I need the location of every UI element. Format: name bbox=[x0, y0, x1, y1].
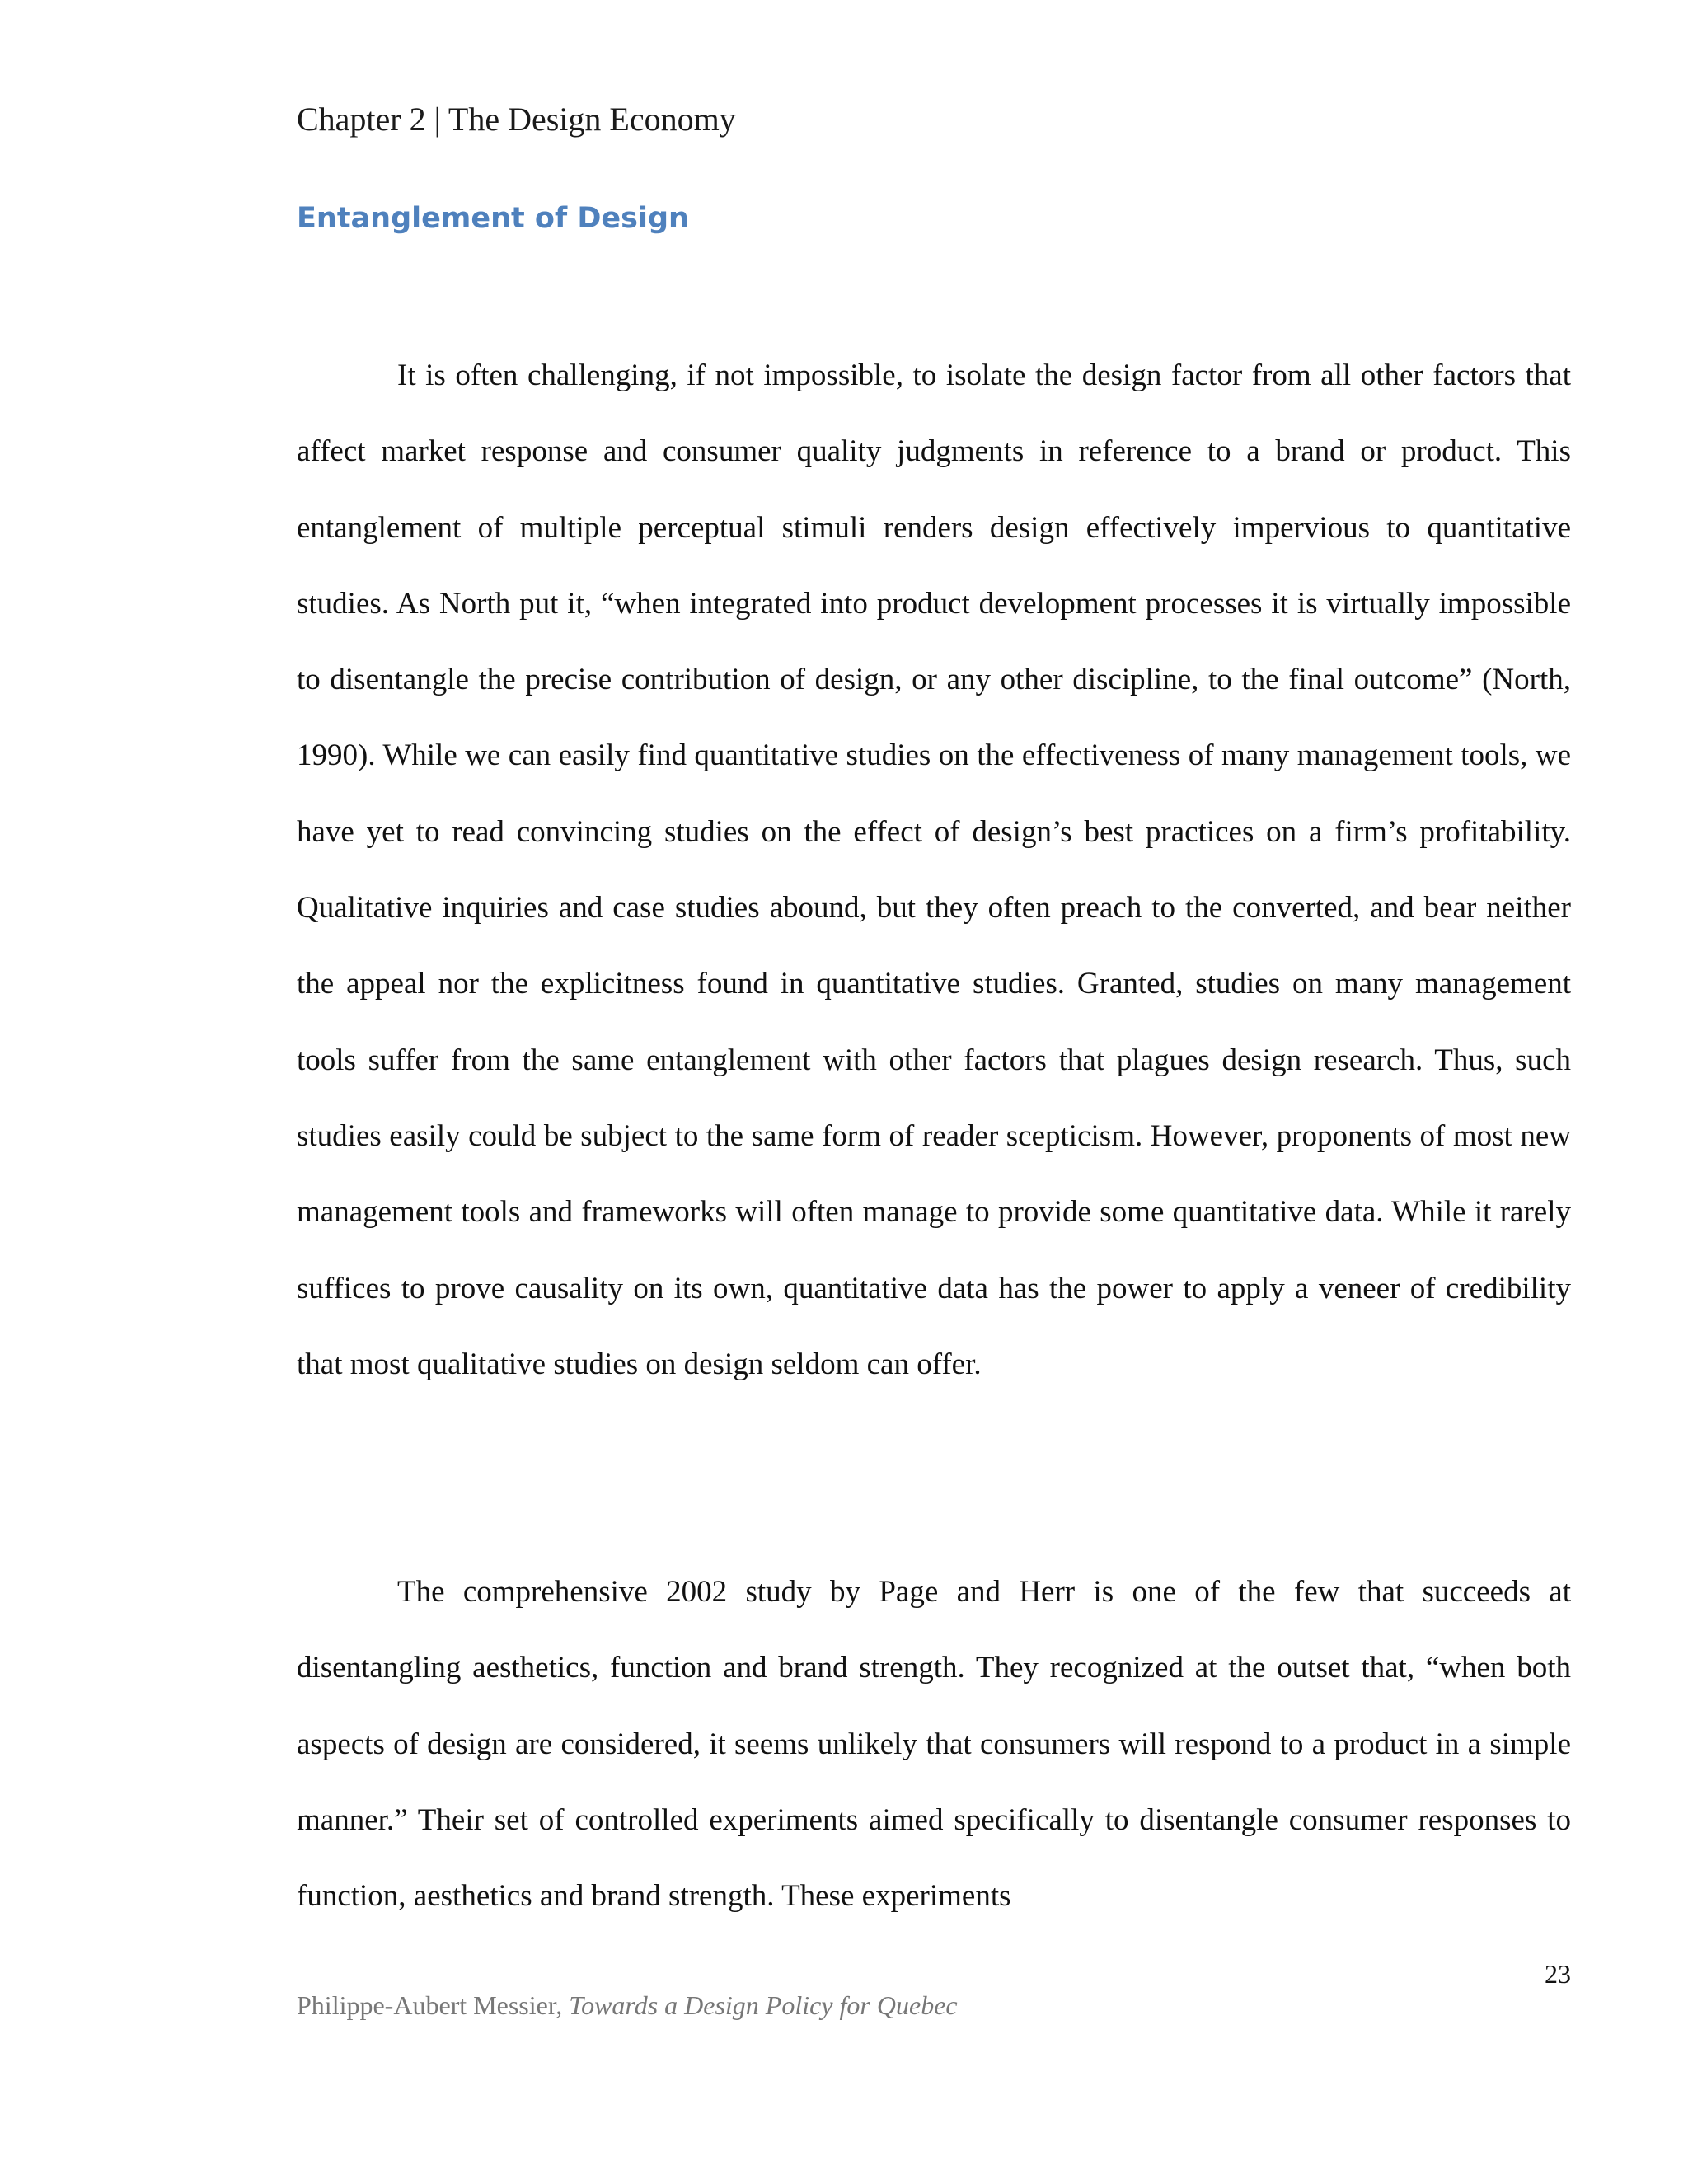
page-number: 23 bbox=[1545, 1959, 1571, 1989]
page-footer bbox=[297, 1988, 958, 2022]
footer-author: Philippe-Aubert Messier, bbox=[297, 1990, 563, 2020]
body-paragraph: It is often challenging, if not impossible, to isolate the design factor from all other factors that affect market response and consumer quality judgments in reference to a brand or product. This entanglement of multiple perceptual stimuli renders design effectively impervious to quantitative studies. As North put it, “when integrated into product development processes it is virtually impossible to disentangle the precise contribution of design, or any other discipline, to the final outcome” (North, 1990). While we can easily find quantitative studies on the effectiveness of many management tools, we have yet to read convincing studies on the effect of design’s best practices on a firm’s profitability. Qualitative inquiries and case studies abound, but they often preach to the converted, and bear neither the appeal nor the explicitness found in quantitative studies. Granted, studies on many management tools suffer from the same entanglement with other factors that plagues design research. Thus, such studies easily could be subject to the same form of reader scepticism. However, proponents of most new management tools and frameworks will often manage to provide some quantitative data. While it rarely suffices to prove causality on its own, quantitative data has the power to apply a veneer of credibility that most qualitative studies on design seldom can offer. bbox=[297, 359, 1571, 1381]
running-header: Chapter 2 | The Design Economy bbox=[297, 101, 736, 138]
section-heading: Entanglement of Design bbox=[297, 202, 689, 235]
footer-title: Towards a Design Policy for Quebec bbox=[569, 1990, 958, 2020]
body-paragraph: The comprehensive 2002 study by Page and Herr is one of the few that succeeds at disentangling aesthetics, function and brand strength. They recognized at the outset that, “when both aspects of design are considered, it seems unlikely that consumers will respond to a product in a simple manner.” Their set of controlled experiments aimed specifically to disentangle consumer responses to function, aesthetics and brand strength. These experiments bbox=[297, 1575, 1571, 1914]
